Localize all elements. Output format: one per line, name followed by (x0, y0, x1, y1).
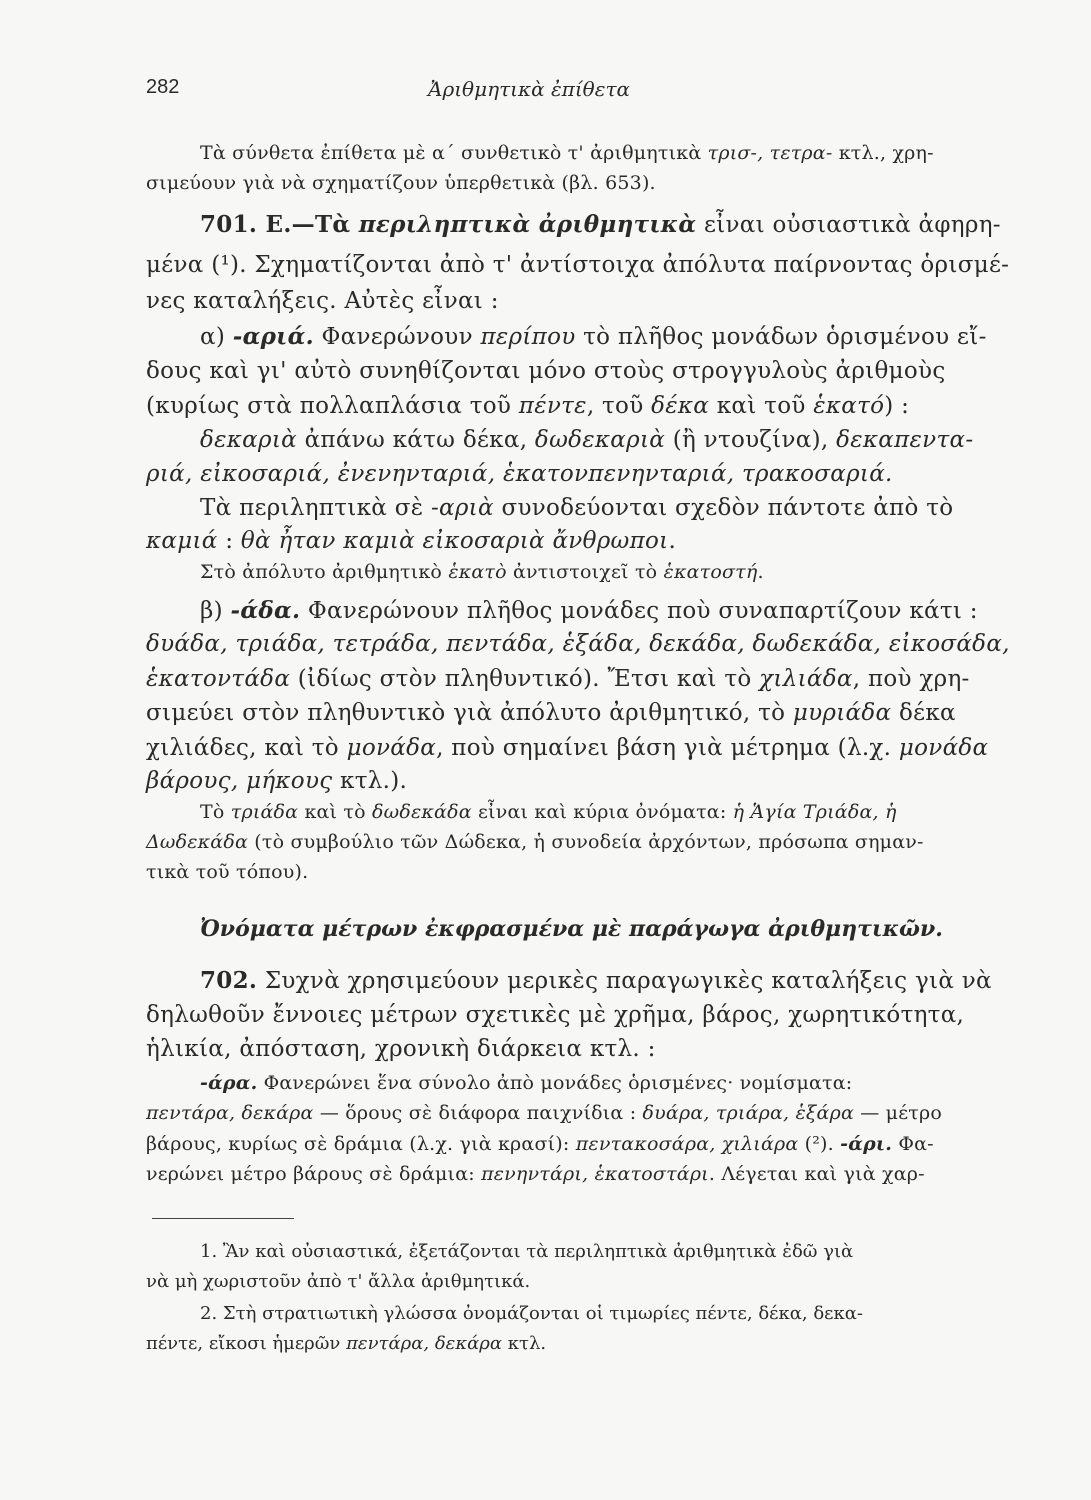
page-number: 282 (146, 76, 180, 98)
s702-m-line-3: βάρους, κυρίως σὲ δράμια (λ.χ. γιὰ κρασί): πεντακοσάρα, χιλιάρα (²). -άρι. Φα- (146, 1133, 934, 1155)
s701-a-line-2: δους καὶ γι' αὐτὸ συνηθίζονται μόνο στοὺς στρογγυλοὺς ἀριθμοὺς (146, 358, 946, 384)
s701-a-line-3: (κυρίως στὰ πολλαπλάσια τοῦ πέντε, τοῦ δέκα καὶ τοῦ ἑκατό) : (146, 393, 910, 419)
s701-b-line-3: ἑκατοντάδα (ἰδίως στὸν πληθυντικό). Ἔτσι καὶ τὸ χιλιάδα, ποὺ χρη- (146, 666, 970, 692)
s701-b-line-5: χιλιάδες, καὶ τὸ μονάδα, ποὺ σημαίνει βάση γιὰ μέτρημα (λ.χ. μονάδα (146, 735, 989, 761)
s701-a-note: Στὸ ἀπόλυτο ἀριθμητικὸ ἑκατὸ ἀντιστοιχεῖ τὸ ἑκατοστή. (200, 561, 764, 583)
s701-a-line-5: ριά, εἰκοσαριά, ἐνενηνταριά, ἑκατονπενηνταριά, τρακοσαριά. (146, 461, 893, 487)
intro-line-1: Τὰ σύνθετα ἐπίθετα μὲ α΄ συνθετικὸ τ' ἀριθμητικὰ τρισ-, τετρα- κτλ., χρη- (200, 142, 934, 164)
s701-b-note-3: τικὰ τοῦ τόπου). (146, 861, 309, 883)
s701-a-line-4: δεκαριὰ ἀπάνω κάτω δέκα, δωδεκαριὰ (ἢ ντουζίνα), δεκαπεντα- (200, 427, 974, 453)
s701-line-3: νες καταλήξεις. Αὐτὲς εἶναι : (146, 288, 499, 314)
intro-line-2: σιμεύουν γιὰ νὰ σχηματίζουν ὑπερθετικὰ (βλ. 653). (146, 172, 656, 194)
s701-a-line-1: α) -αριά. Φανερώνουν περίπου τὸ πλῆθος μονάδων ὁρισμένου εἴ- (200, 323, 987, 350)
s701-b-line-4: σιμεύει στὸν πληθυντικὸ γιὰ ἀπόλυτο ἀριθμητικό, τὸ μυριάδα δέκα (146, 700, 956, 726)
running-title: Ἀριθμητικὰ ἐπίθετα (428, 77, 631, 101)
s701-b-note-2: Δωδεκάδα (τὸ συμβούλιο τῶν Δώδεκα, ἡ συνοδεία ἀρχόντων, πρόσωπα σημαν- (146, 831, 924, 853)
s701-b-line-1: β) -άδα. Φανερώνουν πλῆθος μονάδες ποὺ συναπαρτίζουν κάτι : (200, 597, 978, 624)
footnote-2-line-1: 2. Στὴ στρατιωτικὴ γλώσσα ὀνομάζονται οἱ τιμωρίες πέντε, δέκα, δεκα- (200, 1303, 863, 1324)
s701-a-line-7: καμιά : θὰ ἦταν καμιὰ εἰκοσαριὰ ἄνθρωποι. (146, 528, 677, 554)
s701-line-2: μένα (¹). Σχηματίζονται ἀπὸ τ' ἀντίστοιχα ἀπόλυτα παίρνοντας ὁρισμέ- (146, 252, 1010, 278)
s702-line-1: 702. Συχνὰ χρησιμεύουν μερικὲς παραγωγικὲς καταλήξεις γιὰ νὰ (200, 967, 992, 994)
footnote-2-line-2: πέντε, εἴκοσι ἡμερῶν πεντάρα, δεκάρα κτλ. (146, 1333, 547, 1354)
footnote-rule (152, 1218, 294, 1219)
s701-a-line-6: Τὰ περιληπτικὰ σὲ -αριὰ συνοδεύονται σχεδὸν πάντοτε ἀπὸ τὸ (200, 495, 954, 521)
s702-line-3: ἡλικία, ἀπόσταση, χρονικὴ διάρκεια κτλ. : (146, 1036, 656, 1062)
s701-b-line-6: βάρους, μήκους κτλ.). (146, 768, 408, 794)
footnote-1-line-1: 1. Ἂν καὶ οὐσιαστικά, ἐξετάζονται τὰ περιληπτικὰ ἀριθμητικὰ ἐδῶ γιὰ (200, 1241, 854, 1262)
section-heading: Ὀνόματα μέτρων ἐκφρασμένα μὲ παράγωγα ἀριθμητικῶν. (200, 916, 943, 942)
footnote-1-line-2: νὰ μὴ χωριστοῦν ἀπὸ τ' ἄλλα ἀριθμητικά. (146, 1271, 531, 1292)
s702-m-line-4: νερώνει μέτρο βάρους σὲ δράμια: πενηντάρι, ἑκατοστάρι. Λέγεται καὶ γιὰ χαρ- (146, 1163, 925, 1185)
s702-line-2: δηλωθοῦν ἔννοιες μέτρων σχετικὲς μὲ χρῆμα, βάρος, χωρητικότητα, (146, 1002, 965, 1028)
s702-m-line-1: -άρα. Φανερώνει ἕνα σύνολο ἀπὸ μονάδες ὁρισμένες· νομίσματα: (200, 1072, 853, 1094)
s701-b-note-1: Τὸ τριάδα καὶ τὸ δωδεκάδα εἶναι καὶ κύρια ὀνόματα: ἡ Ἁγία Τριάδα, ἡ (200, 801, 897, 823)
s701-line-1: 701. Ε.—Τὰ περιληπτικὰ ἀριθμητικὰ εἶναι οὐσιαστικὰ ἀφηρη- (200, 211, 1001, 238)
s702-m-line-2: πεντάρα, δεκάρα — ὅρους σὲ διάφορα παιχνίδια : δυάρα, τριάρα, ἑξάρα — μέτρο (146, 1102, 942, 1124)
s701-b-line-2: δυάδα, τριάδα, τετράδα, πεντάδα, ἑξάδα, δεκάδα, δωδεκάδα, εἰκοσάδα, (146, 631, 1010, 657)
